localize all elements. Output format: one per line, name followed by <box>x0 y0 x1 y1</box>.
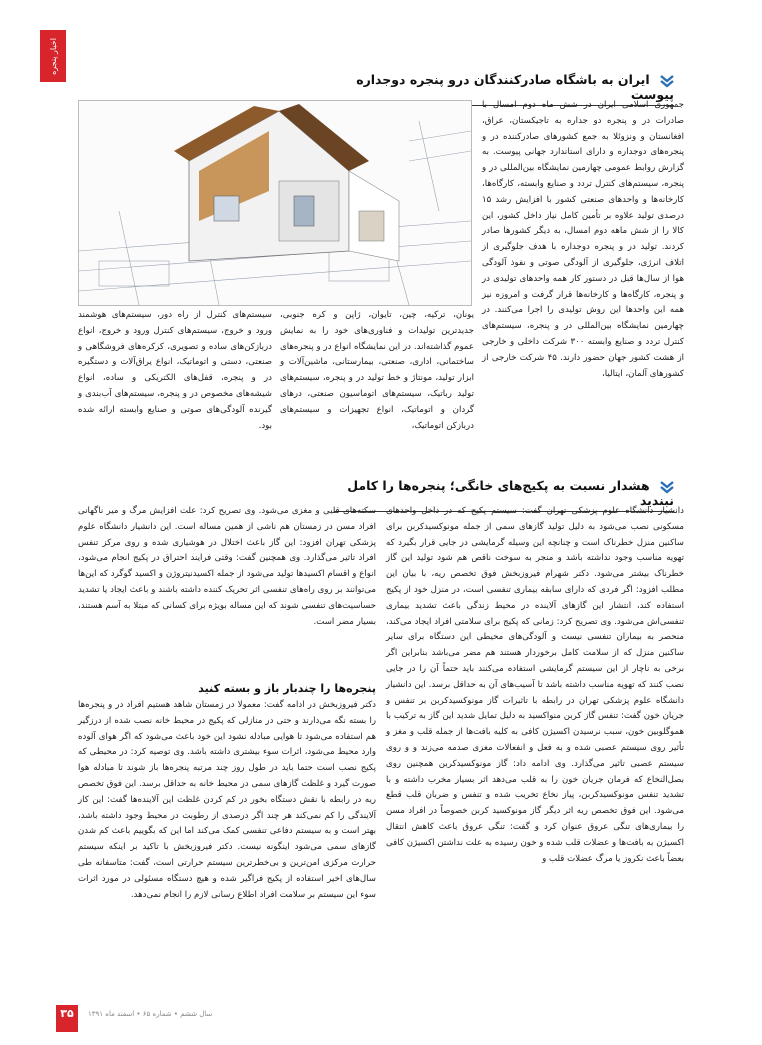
page-number: ۳۵ <box>60 1007 74 1020</box>
page-number-badge <box>56 1005 78 1032</box>
chevron-down-icon <box>660 481 674 493</box>
article2-column-left-bottom: دکتر فیروزبخش در ادامه گفت: معمولا در زمستان شاهد هستیم افراد در و پنجره‌ها را بسته نگه می‌دارند و حتی در منازلی که پکیج در محیط خانه نصب شده از درزگیر هم استفاده می‌شود تا هوایی مبادله نشود این خود باعث می‌شود که اگر هوای آلوده وارد محیط می‌شود، اثرات سوء بیشتری داشته باشد. وی توصیه کرد: در محیطی که پکیج نصب است حتما باید در طول روز چند مرتبه پنجره‌ها باز شوند تا مبادله هوا صورت گیرد و غلظت گازهای سمی در محیط خانه به حداقل برسد. این فوق تخصص ریه در رابطه با نقش دستگاه بخور در کم کردن غلظت این آلاینده‌ها گفت: این کار آلایندگی را کم نمی‌کند هر چند اگر درصدی از رطوبت در محیط وجود داشته باشد، بهتر است و به سیستم دفاعی تنفسی کمک می‌کند اما این که بگوییم باعث کم شدن گازهای سمی می‌شود اینگونه نیست. دکتر فیروزبخش با تاکید بر اینکه سیستم حرارت مرکزی امن‌ترین و بی‌خطرترین سیستم حرارتی است، گفت: متاسفانه طی سال‌های اخیر استفاده از پکیج فراگیر شده و هیچ دستگاه مسئولی در مورد اثرات سوء این سیستم بر سلامت افراد اطلاع رسانی لازم را انجام نمی‌دهد. <box>78 700 376 900</box>
section-tab-label: اخبار پنجره <box>48 37 58 75</box>
house-blueprint-illustration <box>78 100 472 306</box>
article2-column-left-top: سکته‌های قلبی و مغزی می‌شود. وی تصریح کرد: علت افزایش مرگ و میر ناگهانی افراد مسن در زمستان هم ناشی از همین مساله است. این دانشیار دانشگاه علوم پزشکی تهران افزود: این گاز باعث اختلال در هوشیاری شده و روی مرکز تنفس افراد تاثیر می‌گذارد. وی همچنین گفت: وقتی فرایند احتراق در پکیج انجام می‌شود، انواع و اقسام اکسیدها تولید می‌شود از جمله اکسیدنیتروژن و اکسید گوگرد که این‌ها می‌توانند بر روی راه‌های تنفسی اثر تحریک کننده داشته باشند و باعث ایجاد یا تشدید حساسیت‌های تنفسی شوند که این مساله بویژه برای کسانی که مبتلا به آسم هستند، بسیار مضر است. <box>78 506 376 627</box>
chevron-down-icon <box>660 75 674 87</box>
house-cutaway-icon <box>79 101 471 305</box>
article2-subheading: پنجره‌ها را چندبار باز و بسته کنید <box>198 682 376 695</box>
article1-column-left: سیستم‌های کنترل از راه دور، سیستم‌های هوشمند ورود و خروج، سیستم‌های کنترل ورود و خروج، انواع دربازکن‌های ساده و تصویری، کرکره‌های فروشگاهی و صنعتی، دستی و اتوماتیک، انواع یراق‌آلات و دستگیره در و پنجره، قفل‌های الکتریکی و ساده، انواع شیشه‌های مخصوص در و پنجره، سیستم‌های آب‌بندی و گیرنده آلودگی‌های صوتی و صنایع وابسته ارائه شده بود. <box>78 310 272 431</box>
issue-info: سال ششم • شماره ۶۵ • اسفند ماه ۱۳۹۱ <box>88 1010 213 1018</box>
article2-title: هشدار نسبت به پکیج‌های خانگی؛ پنجره‌ها را کامل نبندید <box>347 478 674 508</box>
article1-column-right: جمهوری اسلامی ایران در شش ماه دوم امسال با صادرات در و پنجره دو جداره به تاجیکستان، عراق، افغانستان و ونزوئلا به جمع کشورهای صادرکننده در و پنجره‌های دوجداره و دارای استاندارد جهانی پیوست. به گزارش روابط عمومی چهارمین نمایشگاه بین‌المللی در و پنجره، سیستم‌های کنترل تردد و صنایع وابسته، کارگاه‌ها، کارخانه‌ها و واحدهای صنعتی کشور با افزایش رشد ۱۵ درصدی تولید علاوه بر تأمین کامل نیاز داخل کشور، این کالا را از شش ماهه دوم امسال، به دیگر کشورها صادر کردند. تولید در و پنجره دوجداره با هدف جلوگیری از اتلاف انرژی، جلوگیری از آلودگی صوتی و نفوذ آلودگی هوا از سال‌ها قبل در دستور کار همه واحدهای تولیدی در و پنجره، کارگاه‌ها و کارخانه‌ها قرار گرفت و امروزه نیز همه این واحدها این روش تولیدی را اجرا می‌کنند. در چهارمین نمایشگاه بین‌المللی در و پنجره، سیستم‌های کنترل تردد و صنایع وابسته ۳۰۰ شرکت داخلی و خارجی از هشت کشور جهان حضور دارند. ۴۵ شرکت خارجی از کشورهای آلمان، ایتالیا، <box>482 100 684 379</box>
section-tab <box>40 30 66 82</box>
article1-column-middle: یونان، ترکیه، چین، تایوان، ژاپن و کره جنوبی، جدیدترین تولیدات و فناوری‌های خود را به نمایش عموم گذاشته‌اند. در این نمایشگاه انواع در و پنجره‌های ساختمانی، اداری، صنعتی، بیمارستانی، ماشین‌آلات و ابزار تولید، مونتاژ و خط تولید در و پنجره، سیستم‌های تولید رباتیک، سیستم‌های اتوماسیون صنعتی، درهای گردان و اتوماتیک، انواع تجهیزات و سیستم‌های دربازکن اتوماتیک، <box>280 310 474 431</box>
article2-column-right: دانشیار دانشگاه علوم پزشکی تهران گفت: سیستم پکیج که در داخل واحدهای مسکونی نصب می‌شود به دلیل تولید گازهای سمی از جمله مونوکسیدکربن برای ساکنین منزل خطرناک است و چنانچه این وسیله گرمایشی در جایی قرار بگیرد که تهویه مناسب وجود نداشته باشد و منجر به سوخت ناقص هم شود تولید این گاز خطرناک بیشتر می‌شود. دکتر شهرام فیروزبخش فوق تخصص ریه، با بیان این مطلب افزود: اگر فردی که دارای سابقه بیماری تنفسی است، در منزل خود از پکیج استفاده کند، انتشار این گازهای آلاینده در محیط زندگی باعث تشدید بیماری تنفسی‌اش می‌شود. وی تصریح کرد: زمانی که پکیج برای سلامتی افراد ایجاد می‌کند، منحصر به بیماران تنفسی نیست و آلودگی‌های محیطی این دستگاه برای سایر ساکنین منزل که از سلامت کامل برخوردار هستند هم مضر می‌باشد بنابراین اگر برخی به ناچار از این سیستم گرمایشی استفاده می‌کنند باید حتماً آن را در جایی نصب کنند که تهویه مناسب داشته باشد تا آسیب‌های آن به حداقل برسد. این دانشیار دانشگاه علوم پزشکی تهران در رابطه با تاثیرات گاز مونوکسیدکربن بر تنفس و جریان خون گفت: تنفس گاز کربن منواکسید به دلیل تمایل شدید این گاز به ترکیب با هموگلوبین خون، سبب نرسیدن اکسیژن کافی به کلیه بافت‌ها از جمله قلب و مغز و تأثیر روی سیستم عصبی شده و به فعل و انفعالات مغزی صدمه می‌زند و و روی سیستم عصبی تاثیر می‌گذارد. وی ادامه داد: گاز مونوکسیدکربن همچنین روی بصل‌النخاع که فرمان جریان خون را به قلب می‌دهد اثر بسیار مخرب داشته و با تشدید تنفس مونوکسیدکربن، پیاز نخاع تخریب شده و تنفس و ضربان قلب قطع می‌شود. این فوق تخصص ریه اثر دیگر گاز مونوکسید کربن خصوصاً در افراد مسن را بیماری‌های تنگی عروق عنوان کرد و گفت: تنگی عروق باعث کاهش انتقال اکسیژن به بافت‌ها و عضلات قلب شده و خون رسیده به علت نداشتن اکسیژن کافی بعضاً باعث نکروز یا مرگ عضلات قلب و <box>386 506 684 864</box>
article1-title: ایران به باشگاه صادرکنندگان درو پنجره دوجداره پیوست <box>356 72 674 102</box>
